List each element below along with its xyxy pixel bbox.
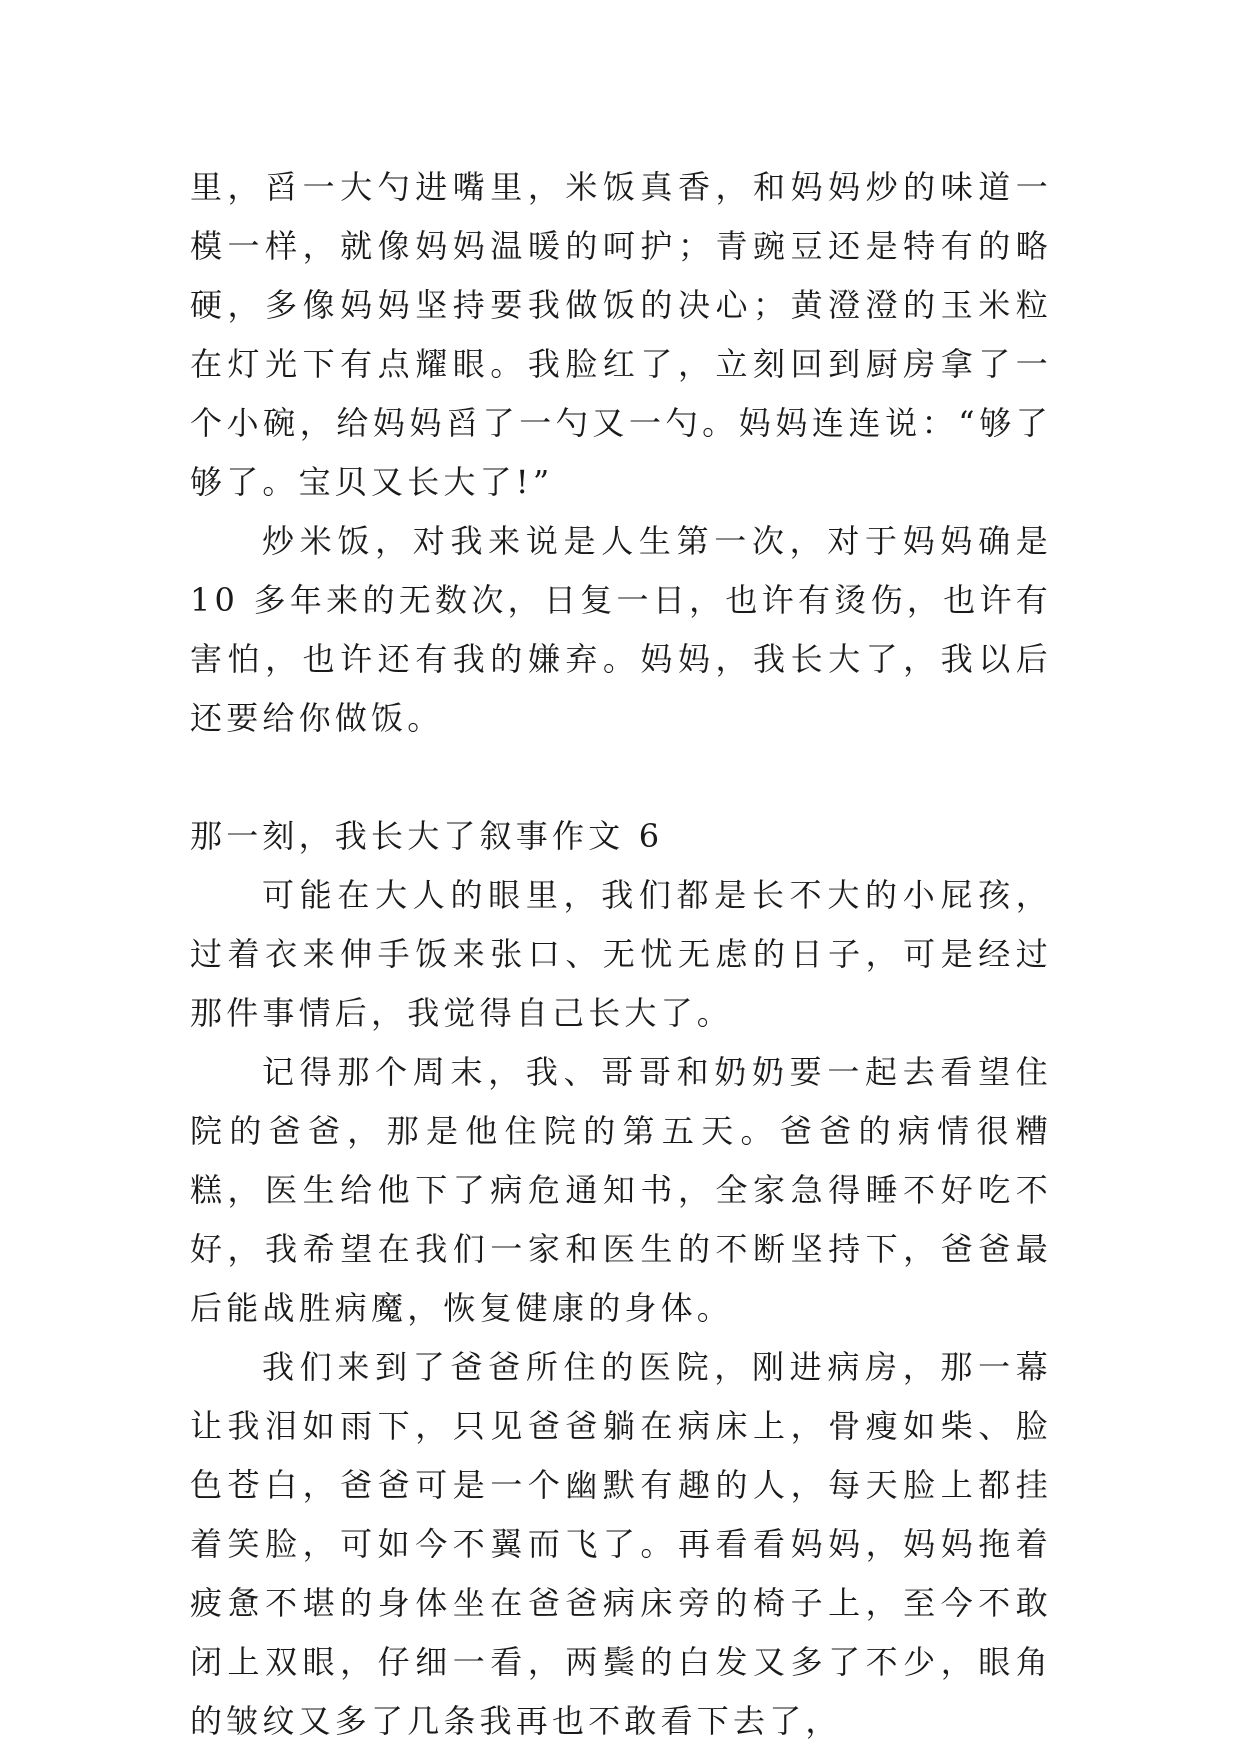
paragraph: 记得那个周末，我、哥哥和奶奶要一起去看望住院的爸爸，那是他住院的第五天。爸爸的病情很糟糕，医生给他下了病危通知书，全家急得睡不好吃不好，我希望在我们一家和医生的不断坚持下，爸爸最后能战胜病魔，恢复健康的身体。 bbox=[190, 1053, 1052, 1327]
paragraph: 可能在大人的眼里，我们都是长不大的小屁孩，过着衣来伸手饭来张口、无忧无虑的日子，可是经过那件事情后，我觉得自己长大了。 bbox=[190, 876, 1052, 1032]
paragraph: 炒米饭，对我来说是人生第一次，对于妈妈确是 10 多年来的无数次，日复一日，也许有烫伤，也许有害怕，也许还有我的嫌弃。妈妈，我长大了，我以后还要给你做饭。 bbox=[190, 522, 1052, 737]
paragraph: 我们来到了爸爸所住的医院，刚进病房，那一幕让我泪如雨下，只见爸爸躺在病床上，骨瘦如柴、脸色苍白，爸爸可是一个幽默有趣的人，每天脸上都挂着笑脸，可如今不翼而飞了。再看看妈妈，妈妈拖着疲惫不堪的身体坐在爸爸病床旁的椅子上，至今不敢闭上双眼，仔细一看，两鬓的白发又多了不少，眼角的皱纹又多了几条我再也不敢看下去了， bbox=[190, 1348, 1052, 1740]
paragraph-continued: 里，舀一大勺进嘴里，米饭真香，和妈妈炒的味道一模一样，就像妈妈温暖的呵护；青豌豆还是特有的略硬，多像妈妈坚持要我做饭的决心；黄澄澄的玉米粒在灯光下有点耀眼。我脸红了，立刻回到厨房拿了一个小碗，给妈妈舀了一勺又一勺。妈妈连连说：“够了够了。宝贝又长大了!” bbox=[190, 168, 1052, 501]
essay-title: 那一刻，我长大了叙事作文 6 bbox=[190, 817, 664, 855]
document-body bbox=[190, 158, 1052, 1751]
